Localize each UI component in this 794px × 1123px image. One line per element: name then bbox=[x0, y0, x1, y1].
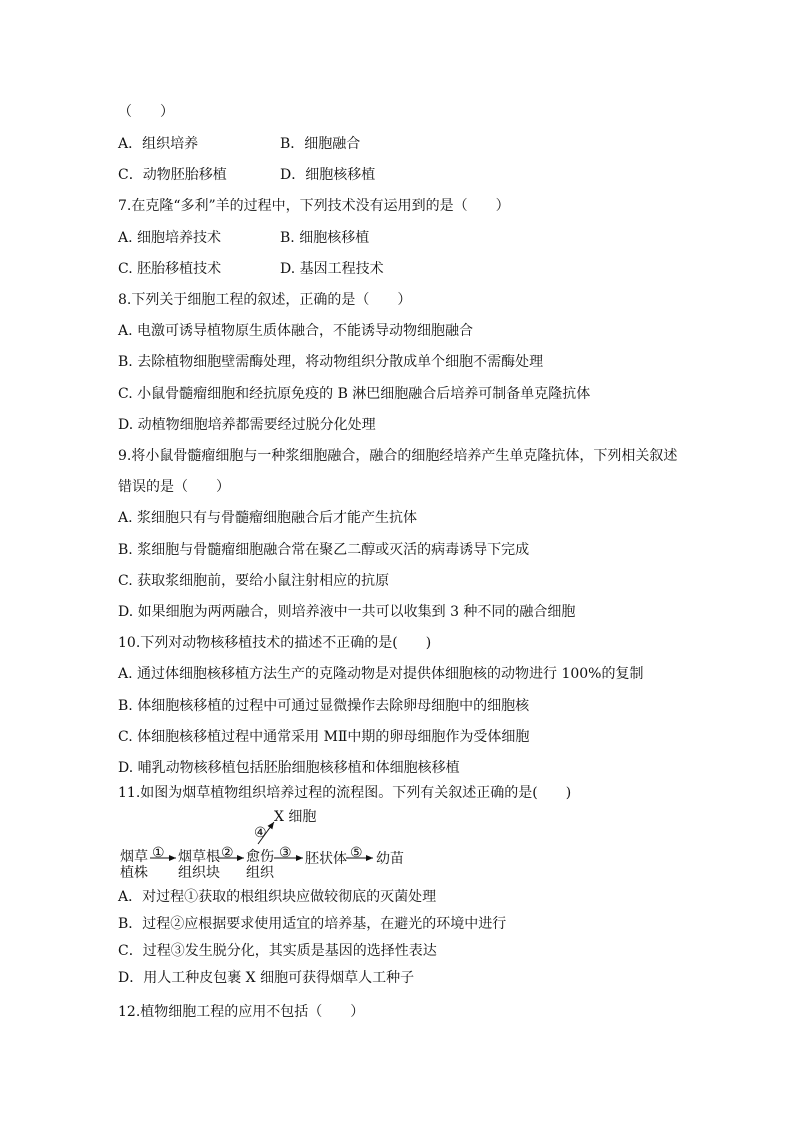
q9-stem-line-2: 错误的是（ ） bbox=[118, 479, 230, 495]
plant-label-line-2: 植株 bbox=[120, 865, 148, 881]
q6-options-row-1 bbox=[118, 134, 360, 154]
q7-options-row-2 bbox=[118, 259, 384, 279]
callus-label-line-1: 愈伤 bbox=[246, 849, 274, 865]
q10-option-c: C. 体细胞核移植过程中通常采用 MⅡ中期的卵母细胞作为受体细胞 bbox=[118, 729, 530, 745]
q8-stem: 8.下列关于细胞工程的叙述，正确的是（ ） bbox=[118, 292, 412, 308]
q7-stem: 7.在克隆“多利”羊的过程中，下列技术没有运用到的是（ ） bbox=[118, 198, 510, 214]
q7-option-c: C. 胚胎移植技术 bbox=[118, 261, 222, 277]
q6-answer-bracket: （ ） bbox=[118, 104, 174, 120]
step-3-marker: ③ bbox=[279, 845, 292, 861]
callus-label-line-2: 组织 bbox=[246, 865, 274, 881]
q10-stem: 10.下列对动物核移植技术的描述不正确的是( ) bbox=[118, 635, 432, 651]
step-1-marker: ① bbox=[152, 845, 165, 861]
seedling-label: 幼苗 bbox=[376, 851, 404, 867]
q8-option-b: B. 去除植物细胞壁需酶处理，将动物组织分散成单个细胞不需酶处理 bbox=[118, 354, 544, 370]
q9-option-b: B. 浆细胞与骨髓瘤细胞融合常在聚乙二醇或灭活的病毒诱导下完成 bbox=[118, 542, 530, 558]
q6-option-c: C．动物胚胎移植 bbox=[118, 167, 227, 183]
step-5-marker: ⑤ bbox=[350, 845, 363, 861]
q8-option-a: A. 电激可诱导植物原生质体融合，不能诱导动物细胞融合 bbox=[118, 323, 474, 339]
q9-option-c: C. 获取浆细胞前，要给小鼠注射相应的抗原 bbox=[118, 573, 390, 589]
step-2-marker: ② bbox=[221, 845, 234, 861]
x-cell-label: X 细胞 bbox=[274, 809, 317, 825]
q8-option-c: C. 小鼠骨髓瘤细胞和经抗原免疫的 B 淋巴细胞融合后培养可制备单克隆抗体 bbox=[118, 386, 591, 402]
embryoid-label: 胚状体 bbox=[305, 851, 347, 867]
q11-option-b: B．过程②应根据要求使用适宜的培养基，在避光的环境中进行 bbox=[118, 916, 507, 932]
q9-stem-line-1: 9.将小鼠骨髓瘤细胞与一种浆细胞融合，融合的细胞经培养产生单克隆抗体，下列相关叙述 bbox=[118, 448, 678, 464]
q11-option-d: D．用人工种皮包裹 X 细胞可获得烟草人工种子 bbox=[118, 970, 415, 986]
q7-option-b: B. 细胞核移植 bbox=[280, 230, 370, 246]
q11-option-c: C．过程③发生脱分化，其实质是基因的选择性表达 bbox=[118, 943, 437, 959]
q6-option-a: A．组织培养 bbox=[118, 136, 199, 152]
step-4-marker: ④ bbox=[254, 825, 267, 841]
q10-option-b: B. 体细胞核移植的过程中可通过显微操作去除卵母细胞中的细胞核 bbox=[118, 698, 530, 714]
q9-option-a: A. 浆细胞只有与骨髓瘤细胞融合后才能产生抗体 bbox=[118, 510, 418, 526]
tissue-culture-flowchart bbox=[118, 808, 418, 880]
q10-option-a: A. 通过体细胞核移植方法生产的克隆动物是对提供体细胞核的动物进行 100%的复制 bbox=[118, 666, 644, 682]
q12-stem: 12.植物细胞工程的应用不包括（ ） bbox=[118, 1004, 365, 1020]
q6-option-d: D．细胞核移植 bbox=[280, 167, 376, 183]
q8-option-d: D. 动植物细胞培养都需要经过脱分化处理 bbox=[118, 417, 376, 433]
root-label-line-2: 组织块 bbox=[178, 865, 220, 881]
q10-option-d: D. 哺乳动物核移植包括胚胎细胞核移植和体细胞核移植 bbox=[118, 760, 460, 776]
q11-option-a: A．对过程①获取的根组织块应做较彻底的灭菌处理 bbox=[118, 889, 437, 905]
q7-option-a: A. 细胞培养技术 bbox=[118, 230, 222, 246]
q7-option-d: D. 基因工程技术 bbox=[280, 261, 384, 277]
q6-option-b: B．细胞融合 bbox=[280, 136, 361, 152]
q6-options-row-2 bbox=[118, 165, 375, 185]
q9-option-d: D. 如果细胞为两两融合，则培养液中一共可以收集到 3 种不同的融合细胞 bbox=[118, 604, 576, 620]
root-label-line-1: 烟草根 bbox=[178, 849, 220, 865]
q7-options-row-1 bbox=[118, 228, 369, 248]
q11-stem: 11.如图为烟草植物组织培养过程的流程图。下列有关叙述正确的是( ) bbox=[118, 785, 572, 801]
plant-label-line-1: 烟草 bbox=[120, 849, 148, 865]
